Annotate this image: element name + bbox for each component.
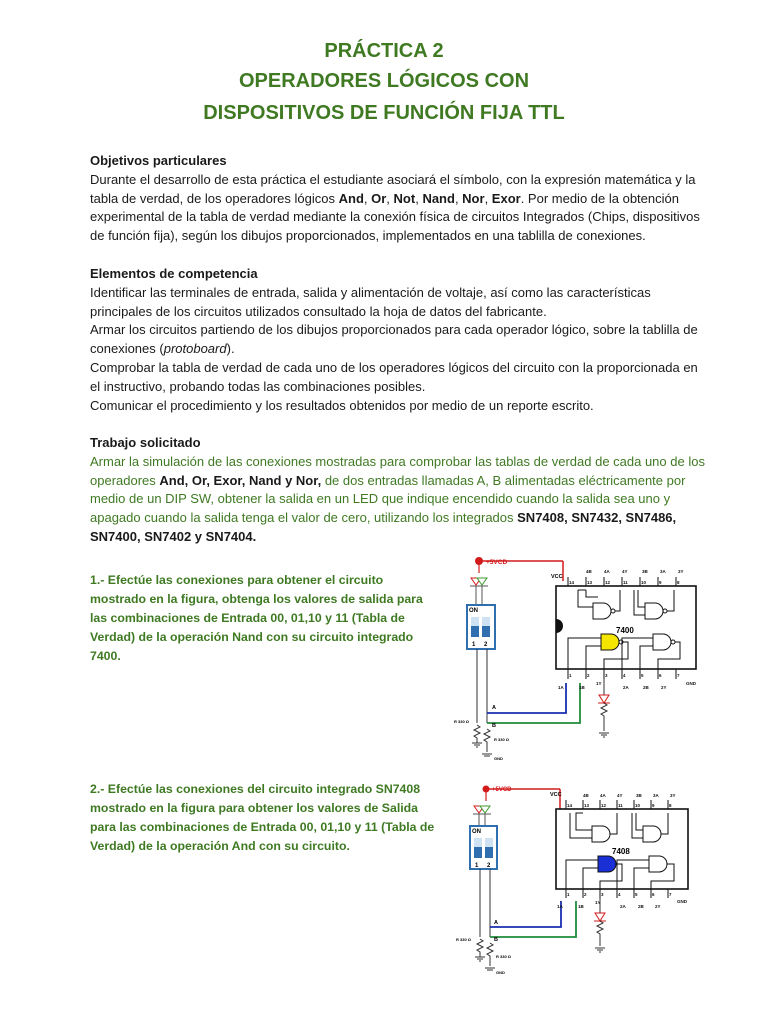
competencia-item-2: Armar los circuitos partiendo de los dibujos proporcionados para cada operador lógico, sobre la tablilla de conexiones (protoboard). [90,322,698,357]
ground-icon [472,743,492,756]
circuit-diagram-7400 [448,553,698,765]
chip-label: 7400 [616,626,634,635]
svg-text:1: 1 [567,892,570,897]
svg-text:14: 14 [567,803,573,808]
svg-text:3A: 3A [660,569,666,574]
svg-text:GND: GND [686,681,696,686]
svg-text:1B: 1B [578,904,584,909]
svg-text:GND: GND [677,899,687,904]
svg-text:8: 8 [669,803,672,808]
trabajo-heading: Trabajo solicitado [90,435,201,450]
svg-text:2: 2 [587,673,590,678]
svg-text:4B: 4B [583,793,589,798]
svg-text:14: 14 [569,580,575,585]
svg-text:4B: 4B [586,569,592,574]
svg-text:11: 11 [618,803,623,808]
vcc-label: VCC [550,792,562,798]
output-led-icon [594,913,606,921]
svg-text:1A: 1A [558,685,564,690]
objetivos-heading: Objetivos particulares [90,153,227,168]
svg-text:2B: 2B [643,685,649,690]
svg-text:1: 1 [569,673,572,678]
svg-text:3Y: 3Y [670,793,676,798]
switch-2-label: 2 [484,642,488,648]
competencia-section [90,265,705,415]
ground-icon [475,957,495,970]
svg-text:9: 9 [652,803,655,808]
dip-switch-on-label: ON [472,829,481,835]
svg-text:3: 3 [605,673,608,678]
supply-label: +5VCD [486,559,508,566]
svg-text:4A: 4A [604,569,610,574]
switch-1-label: 1 [472,642,476,648]
svg-text:2: 2 [584,892,587,897]
resistor-2-label: R 330 Ω [494,737,509,742]
svg-text:2A: 2A [623,685,629,690]
svg-text:7: 7 [677,673,680,678]
svg-text:6: 6 [652,892,655,897]
chip-label: 7408 [612,847,630,856]
ground-label: GND [494,756,503,761]
svg-text:4: 4 [618,892,621,897]
svg-text:4Y: 4Y [622,569,628,574]
output-led-icon [598,695,610,703]
svg-text:1Y: 1Y [596,681,602,686]
circuit-diagram-7408 [450,781,700,981]
svg-text:3A: 3A [653,793,659,798]
vcc-label: VCC [551,574,563,580]
switch-1-label: 1 [475,863,479,869]
supply-label: +5VCD [492,787,512,793]
competencia-heading: Elementos de competencia [90,266,258,281]
svg-text:6: 6 [659,673,662,678]
competencia-item-4: Comunicar el procedimiento y los resultados obtenidos por medio de un reporte escrito. [90,397,594,413]
input-led-icon [470,578,488,586]
resistor-1-label: R 330 Ω [456,937,471,942]
svg-text:8: 8 [677,580,680,585]
svg-text:2A: 2A [620,904,626,909]
svg-text:3: 3 [601,892,604,897]
resistor-2-label: R 330 Ω [496,954,511,959]
task-1-text: 1.- Efectúe las conexiones para obtener el circuito mostrado en la figura, obtenga los valores de salida para las combinaciones de Entrada 00, 01,10 y 11 (Tabla de Verdad) de la operación Nand con su circuito integrado 7400. [90,573,423,663]
input-led-icon [473,806,491,814]
trabajo-paragraph: Armar la simulación de las conexiones mostradas para comprobar las tablas de verdad de cada uno de los operadores And, Or, Exor, Nand y Nor, de dos entradas llamadas A, B alimentadas eléctricamente por medio de un DIP SW, obtener la salida en un LED que indique encendido cuando la salida sea uno y apagado cuando la salida tenga el valor de cero, utilizando los integrados SN7408, SN7432, SN7486, SN7400, SN7402 y SN7404. [90,453,705,544]
svg-text:3Y: 3Y [678,569,684,574]
objetivos-paragraph: Durante el desarrollo de esta práctica el estudiante asociará el símbolo, con la expresión matemática y la tabla de verdad, de los operadores lógicos And, Or, Not, Nand, Nor, Exor. Por medio de la obtención experimental de la tabla de verdad mediante la conexión física de circuitos Integrados (Chips, dispositivos de función fija), según los dibujos proporcionados, implementados en una tablilla de conexiones. [90,171,700,244]
svg-text:13: 13 [587,580,593,585]
svg-text:10: 10 [641,580,647,585]
svg-text:1Y: 1Y [595,900,601,905]
resistor-1-label: R 330 Ω [454,719,469,724]
svg-text:1B: 1B [579,685,585,690]
title-line-1: PRÁCTICA 2 [324,40,444,62]
svg-text:3B: 3B [642,569,648,574]
svg-text:11: 11 [623,580,628,585]
wire-b-label: B [494,937,498,943]
wire-b-label: B [492,723,496,729]
objetivos-section [90,152,705,246]
switch-2-label: 2 [487,863,491,869]
svg-text:2B: 2B [638,904,644,909]
svg-text:5: 5 [635,892,638,897]
svg-text:2Y: 2Y [655,904,661,909]
svg-text:4A: 4A [600,793,606,798]
svg-text:1A: 1A [557,904,563,909]
title-line-2: OPERADORES LÓGICOS CON [238,70,530,92]
competencia-item-1: Identificar las terminales de entrada, salida y alimentación de voltaje, así como las características principales de los circuitos utilizados consultado la hoja de datos del fabricante. [90,284,651,319]
svg-text:12: 12 [605,580,611,585]
svg-text:10: 10 [635,803,641,808]
svg-text:2Y: 2Y [661,685,667,690]
ground-label: GND [496,970,505,975]
svg-text:4Y: 4Y [617,793,623,798]
trabajo-section [90,434,705,547]
title-line-3: DISPOSITIVOS DE FUNCIÓN FIJA TTL [203,102,565,124]
svg-text:9: 9 [659,580,662,585]
svg-text:5: 5 [641,673,644,678]
svg-text:4: 4 [623,673,626,678]
task-2-text: 2.- Efectúe las conexiones del circuito integrado SN7408 mostrado en la figura para obtener los valores de Salida para las combinaciones de Entrada 00, 01,10 y 11 (Tabla de Verdad) de la operación And con su circuito. [90,782,435,853]
svg-text:7: 7 [669,892,672,897]
svg-text:12: 12 [601,803,607,808]
svg-text:13: 13 [584,803,590,808]
wire-a-label: A [494,920,498,926]
competencia-item-3: Comprobar la tabla de verdad de cada uno de los operadores lógicos del circuito con la proporcionada en el instructivo, probando todas las combinaciones posibles. [90,359,698,394]
dip-switch-on-label: ON [469,608,478,614]
wire-a-label: A [492,705,496,711]
svg-text:3B: 3B [636,793,642,798]
